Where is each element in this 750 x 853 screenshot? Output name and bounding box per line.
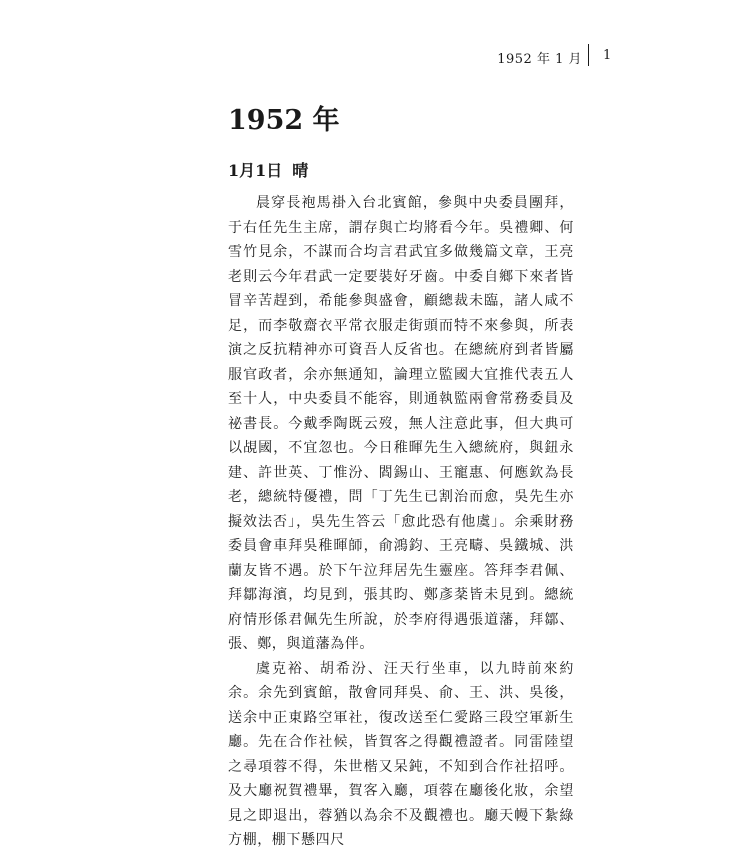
entry-weather: 晴 [292, 161, 309, 180]
year-heading: 1952 年 [228, 105, 340, 136]
paragraph-1: 晨穿長袍馬褂入台北賓館，參與中央委員團拜，于右任先生主席，謂存與亡均將看今年。吳禮卿、何雪竹見余，不謀而合均言君武宜多做幾篇文章，王亮老則云今年君武一定要裝好牙齒。中委自鄉下來者皆冒辛苦趕到，希能參與盛會，顧總裁未臨，諸人咸不足，而李敬齋衣平常衣服走街頭而特不來參與，所表演之反抗精神亦可資吾人反省也。在總統府到者皆屬服官政者，余亦無通知，論理立監國大宜推代表五人至十人，中央委員不能容，則通執監兩會常務委員及祕書長。今戴季陶既云歿，無人注意此事，但大典可以覘國，不宜忽也。今日稚暉先生入總統府，與鈕永建、許世英、丁惟汾、閻錫山、王寵惠、何應欽為長老，總統特優禮，問「丁先生已割治而愈，吳先生亦擬效法否」，吳先生答云「愈此恐有他虞」。余乘財務委員會車拜吳稚暉師，俞鴻鈞、王亮疇、吳鐵城、洪蘭友皆不遇。於下午泣拜居先生靈座。答拜李君佩、拜鄒海濱，均見到，張其昀、鄭彥棻皆未見到。總統府情形係君佩先生所說，於李府得遇張道藩，拜鄒、張、鄭，與道藩為伴。 [228, 195, 574, 652]
entry-heading [228, 160, 308, 182]
running-head [0, 44, 750, 66]
entry-date: 1月1日 [228, 161, 283, 180]
page-number: 1 [603, 48, 612, 63]
paragraph-2: 虞克裕、胡希汾、汪天行坐車，以九時前來約余。余先到賓館，散會同拜吳、俞、王、洪、吳後，送余中正東路空軍社，復改送至仁愛路三段空軍新生廳。先在合作社候，皆賀客之得觀禮證者。同雷陸望之尋項蓉不得，朱世楷又呆鈍，不知到合作社招呼。及大廳祝賀禮畢，賀客入廳，項蓉在廳後化妝，余望見之即退出，蓉猶以為余不及觀禮也。廳天幔下紮綠方棚，棚下懸四尺 [228, 660, 574, 848]
running-head-title: 1952 年 1 月 [497, 52, 582, 67]
diary-body [228, 191, 574, 853]
running-head-divider [588, 44, 589, 66]
